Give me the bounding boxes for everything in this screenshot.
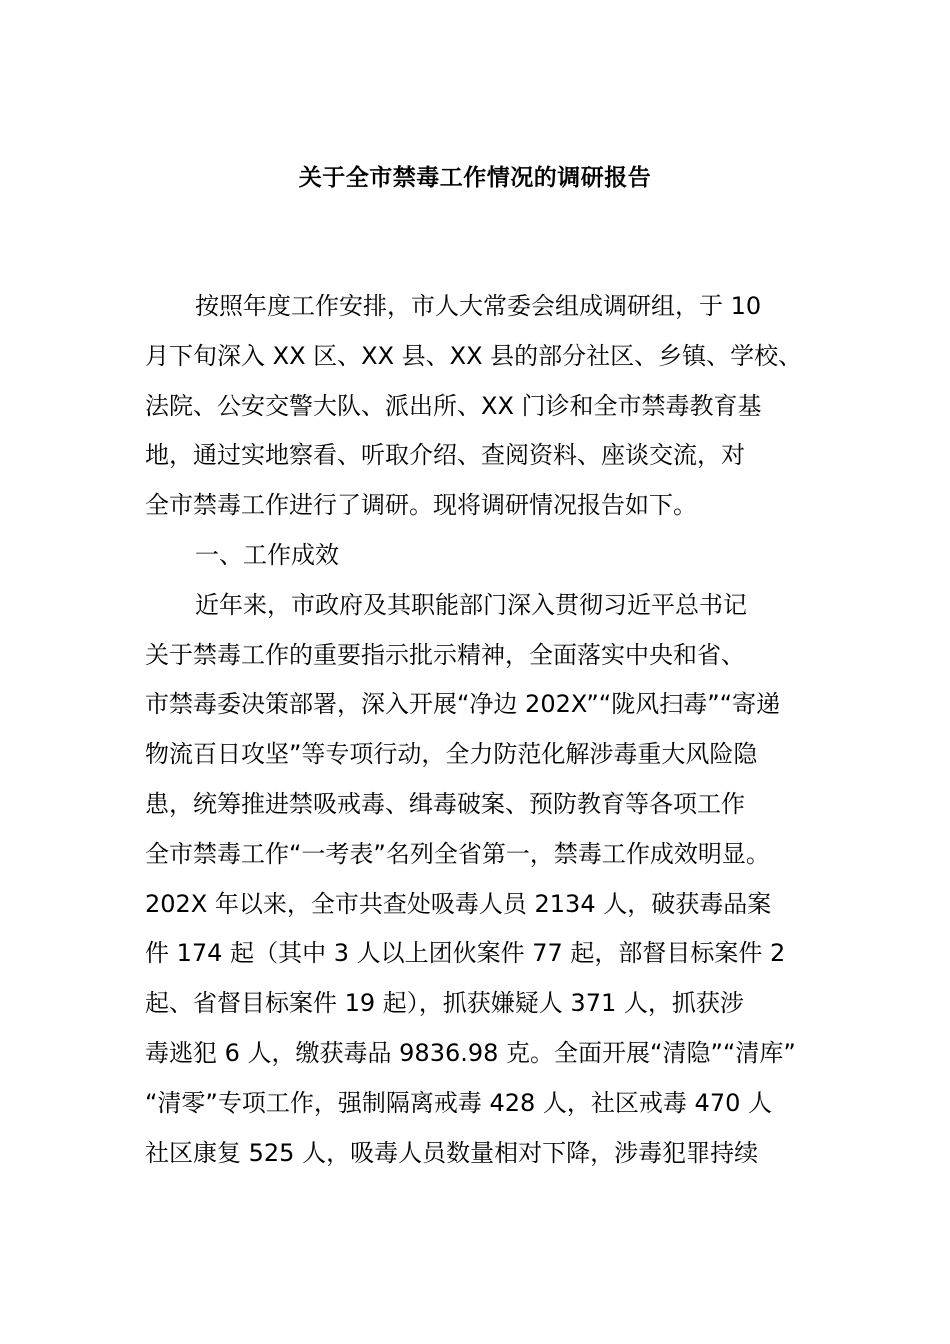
document-title: 关于全市禁毒工作情况的调研报告 [298, 165, 652, 191]
paragraph-2-line-8: 件 174 起（其中 3 人以上团伙案件 77 起，部督目标案件 2 [145, 939, 786, 968]
paragraph-2-line-5: 患，统筹推进禁吸戒毒、缉毒破案、预防教育等各项工作 [145, 789, 745, 818]
paragraph-2-line-3: 市禁毒委决策部署，深入开展“净边 202X”“陇风扫毒”“寄递 [145, 690, 781, 719]
paragraph-2-line-11: “清零”专项工作，强制隔离戒毒 428 人，社区戒毒 470 人 [145, 1088, 772, 1117]
paragraph-1-line-1: 按照年度工作安排，市人大常委会组成调研组，于 10 [195, 292, 762, 320]
paragraph-2-line-12: 社区康复 525 人，吸毒人员数量相对下降，涉毒犯罪持续 [145, 1138, 759, 1167]
paragraph-2-line-4: 物流百日攻坚”等专项行动，全力防范化解涉毒重大风险隐 [145, 740, 758, 769]
paragraph-1-line-2: 月下旬深入 XX 区、XX 县、XX 县的部分社区、乡镇、学校、 [145, 341, 803, 370]
paragraph-1-line-5: 全市禁毒工作进行了调研。现将调研情况报告如下。 [145, 491, 697, 520]
paragraph-2-line-6: 全市禁毒工作“一考表”名列全省第一，禁毒工作成效明显。 [145, 839, 770, 868]
paragraph-2-line-1: 近年来，市政府及其职能部门深入贯彻习近平总书记 [195, 590, 747, 619]
paragraph-2-line-9: 起、省督目标案件 19 起），抓获嫌疑人 371 人，抓获涉 [145, 989, 744, 1018]
document-body [145, 282, 815, 1178]
paragraph-1-line-3: 法院、公安交警大队、派出所、XX 门诊和全市禁毒教育基 [145, 391, 762, 420]
paragraph-2-line-7: 202X 年以来，全市共查处吸毒人员 2134 人，破获毒品案 [145, 889, 772, 918]
paragraph-1-line-4: 地，通过实地察看、听取介绍、查阅资料、座谈交流，对 [145, 441, 745, 470]
section-heading-1: 一、工作成效 [195, 540, 339, 569]
paragraph-2-line-2: 关于禁毒工作的重要指示批示精神，全面落实中央和省、 [145, 640, 745, 669]
paragraph-2-line-10: 毒逃犯 6 人，缴获毒品 9836.98 克。全面开展“清隐”“清库” [145, 1038, 796, 1067]
